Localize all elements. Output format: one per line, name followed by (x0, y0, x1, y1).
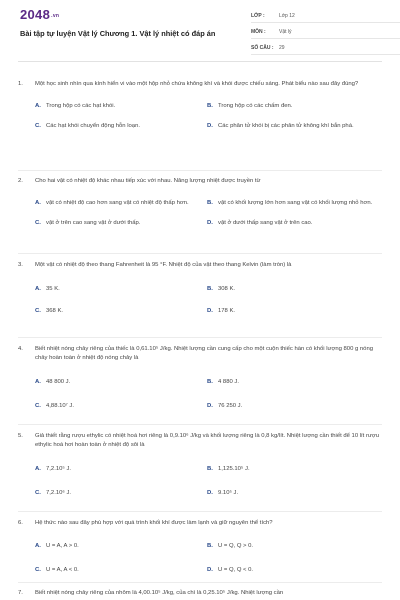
meta-row-subject (251, 25, 400, 39)
option-letter: B. (207, 200, 213, 206)
option-b[interactable] (207, 198, 377, 208)
option-a[interactable] (35, 198, 207, 208)
options (35, 101, 382, 131)
question-5 (18, 432, 382, 498)
option-letter: D. (207, 220, 213, 226)
option-text: Các phân tử khói bị các phân tử không khí bắn phá. (218, 123, 354, 129)
divider (18, 582, 382, 583)
question-text: Biết nhiệt nóng chảy riêng của thiếc là 0,61.10⁵ J/kg. Nhiệt lượng cần cung cấp cho một cuộn thiếc hàn có khối lượng 800 g nóng chảy hoàn toàn ở nhiệt độ nóng chảy là (35, 346, 373, 361)
question-6 (18, 519, 382, 575)
options (35, 284, 382, 316)
question-3 (18, 261, 382, 316)
option-letter: D. (207, 308, 213, 314)
option-text: vật có khối lượng lớn hơn sang vật có khối lượng nhỏ hơn. (218, 200, 373, 206)
question-7 (18, 589, 382, 598)
question-number: 4. (18, 346, 23, 352)
divider (18, 337, 382, 338)
option-a[interactable] (35, 464, 207, 474)
divider (18, 424, 382, 425)
option-text: vật ở trên cao sang vật ở dưới thấp. (46, 220, 141, 226)
option-c[interactable] (35, 306, 207, 316)
question-2 (18, 177, 382, 228)
option-text: 48 800 J. (46, 379, 71, 385)
meta-row-class (251, 9, 400, 23)
options (35, 541, 382, 575)
option-letter: B. (207, 103, 213, 109)
option-letter: C. (35, 490, 41, 496)
option-c[interactable] (35, 121, 207, 131)
option-a[interactable] (35, 101, 207, 111)
question-1 (18, 80, 382, 131)
option-d[interactable] (207, 565, 377, 575)
option-b[interactable] (207, 464, 377, 474)
option-letter: D. (207, 490, 213, 496)
question-number: 5. (18, 433, 23, 439)
option-text: 7,2.10⁶ J. (46, 490, 72, 496)
option-letter: C. (35, 123, 41, 129)
option-letter: A. (35, 286, 41, 292)
option-letter: B. (207, 466, 213, 472)
option-b[interactable] (207, 284, 377, 294)
option-a[interactable] (35, 377, 207, 387)
question-number: 2. (18, 178, 23, 184)
option-text: Trong hộp có các hạt khói. (46, 103, 116, 109)
option-text: 7,2.10⁵ J. (46, 466, 72, 472)
option-letter: C. (35, 308, 41, 314)
option-text: Các hạt khói chuyển động hỗn loạn. (46, 123, 140, 129)
option-text: 4,88.10⁷ J. (46, 403, 75, 409)
option-text: U = Q, Q > 0. (218, 543, 254, 549)
option-b[interactable] (207, 377, 377, 387)
question-number: 6. (18, 520, 23, 526)
option-letter: C. (35, 403, 41, 409)
option-letter: A. (35, 103, 41, 109)
option-letter: B. (207, 286, 213, 292)
option-letter: D. (207, 567, 213, 573)
question-text: Biết nhiệt nóng chảy riêng của nhôm là 4,00.10⁵ J/kg, của chì là 0,25.10⁵ J/kg. Nhiệt lượng cần (35, 590, 284, 596)
meta-key: LỚP : (251, 12, 265, 19)
option-letter: A. (35, 543, 41, 549)
option-letter: C. (35, 220, 41, 226)
option-text: U = Q, Q < 0. (218, 567, 254, 573)
option-text: 308 K. (218, 286, 236, 292)
option-a[interactable] (35, 541, 207, 551)
option-letter: D. (207, 403, 213, 409)
option-d[interactable] (207, 306, 377, 316)
question-number: 3. (18, 262, 23, 268)
option-text: 35 K. (46, 286, 60, 292)
options (35, 377, 382, 411)
meta-value: Lớp 12 (279, 12, 295, 19)
option-text: U = A, A < 0. (46, 567, 79, 573)
divider (18, 170, 382, 171)
meta-value: 29 (279, 44, 285, 51)
divider (18, 511, 382, 512)
option-a[interactable] (35, 284, 207, 294)
meta-value: Vật lý (279, 28, 292, 35)
option-text: U = A, A > 0. (46, 543, 79, 549)
option-text: 4 880 J. (218, 379, 239, 385)
option-d[interactable] (207, 121, 377, 131)
option-letter: A. (35, 200, 41, 206)
option-text: 178 K. (218, 308, 236, 314)
option-text: vật có nhiệt độ cao hơn sang vật có nhiệt độ thấp hơn. (46, 200, 189, 206)
logo-text: 2048 (20, 7, 51, 22)
option-b[interactable] (207, 541, 377, 551)
option-letter: D. (207, 123, 213, 129)
logo-suffix: .vn (51, 13, 60, 19)
option-c[interactable] (35, 218, 207, 228)
option-d[interactable] (207, 218, 377, 228)
question-4 (18, 345, 382, 411)
option-text: 9.10⁵ J. (218, 490, 239, 496)
header (18, 0, 382, 62)
option-c[interactable] (35, 565, 207, 575)
site-logo[interactable] (20, 7, 59, 22)
question-text: Giả thiết rằng rượu ethylic có nhiệt hoá hơi riêng là 0,9.10⁶ J/kg và khối lượng riêng là 0,8 kg/lít. Nhiệt lượng cần thiết để 10 lít rượu ethylic hoá hơi hoàn toàn ở nhiệt độ sôi là (35, 433, 380, 448)
option-text: vật ở dưới thấp sang vật ở trên cao. (218, 220, 313, 226)
options (35, 198, 382, 228)
option-letter: C. (35, 567, 41, 573)
meta-key: MÔN : (251, 28, 266, 35)
question-text: Một vật có nhiệt độ theo thang Fahrenheit là 95 °F. Nhiệt độ của vật theo thang Kelvin (làm tròn) là (35, 262, 292, 268)
option-text: 76 250 J. (218, 403, 243, 409)
option-letter: A. (35, 466, 41, 472)
option-letter: B. (207, 379, 213, 385)
option-d[interactable] (207, 401, 377, 411)
meta-key: SỐ CÂU : (251, 44, 274, 51)
divider (18, 253, 382, 254)
question-text: Một học sinh nhìn qua kính hiển vi vào một hộp nhỏ chứa không khí và khói được chiếu sáng. Phát biểu nào sau đây đúng? (35, 81, 359, 87)
question-text: Cho hai vật có nhiệt độ khác nhau tiếp xúc với nhau. Năng lượng nhiệt được truyền từ (35, 178, 261, 184)
option-letter: B. (207, 543, 213, 549)
question-text: Hệ thức nào sau đây phù hợp với quá trình khối khí được làm lạnh và giữ nguyên thể tích? (35, 520, 273, 526)
option-text: Trong hộp có các chấm đen. (218, 103, 293, 109)
meta-info (251, 9, 400, 55)
option-c[interactable] (35, 401, 207, 411)
page-title: Bài tập tự luyện Vật lý Chương 1. Vật lý nhiệt có đáp án (20, 29, 216, 38)
option-text: 1,125.10⁵ J. (218, 466, 250, 472)
option-d[interactable] (207, 488, 377, 498)
option-b[interactable] (207, 101, 377, 111)
question-number: 7. (18, 590, 23, 596)
option-letter: A. (35, 379, 41, 385)
meta-row-count (251, 41, 400, 55)
option-c[interactable] (35, 488, 207, 498)
question-number: 1. (18, 81, 23, 87)
options (35, 464, 382, 498)
option-text: 368 K. (46, 308, 64, 314)
